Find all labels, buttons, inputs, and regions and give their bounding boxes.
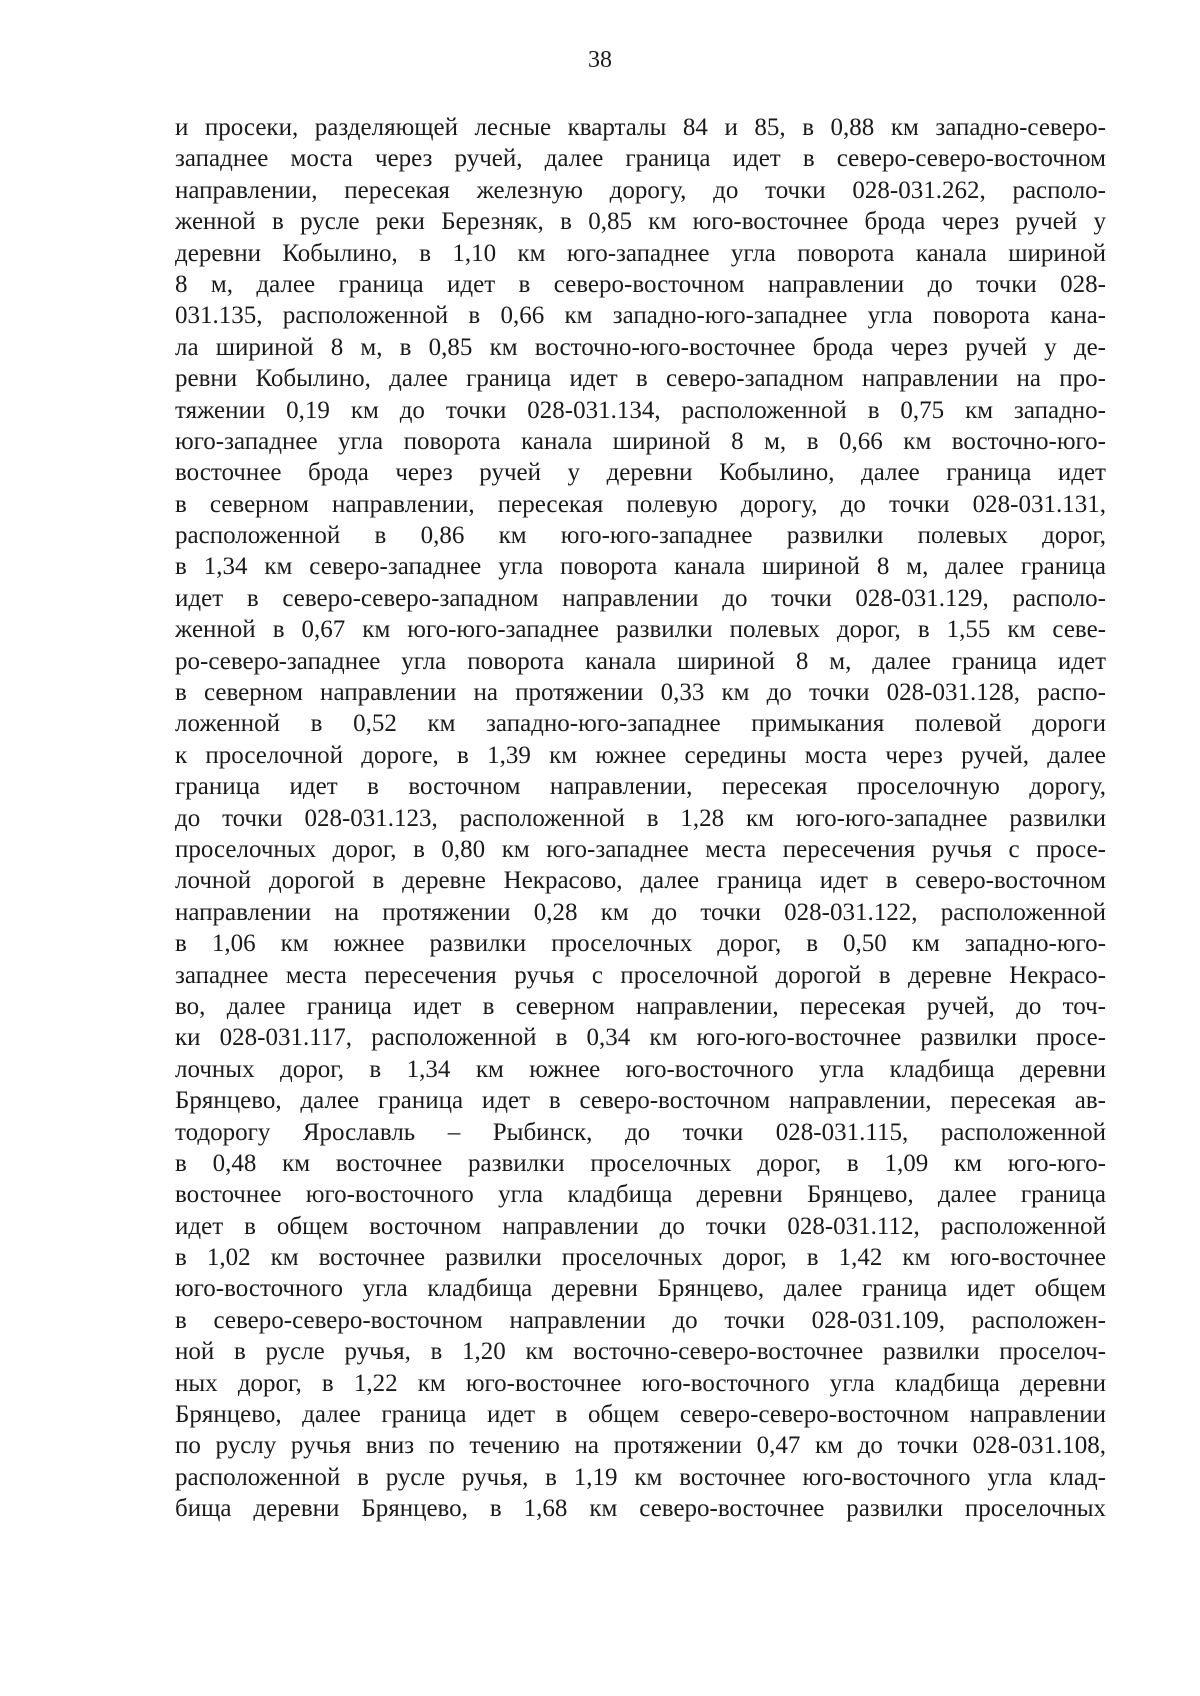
text-line: ревни Кобылино, далее граница идет в северо-западном направлении на про- [175, 365, 1106, 393]
page-number: 38 [588, 47, 612, 73]
text-line: западнее места пересечения ручья с проселочной дорогой в деревне Некрасо- [175, 961, 1106, 989]
text-line: восточнее брода через ручей у деревни Кобылино, далее граница идет [175, 459, 1106, 487]
text-line: до точки 028-031.123, расположенной в 1,28 км юго-юго-западнее развилки [175, 804, 1106, 832]
text-line: ки 028-031.117, расположенной в 0,34 км юго-юго-восточнее развилки просе- [175, 1024, 1106, 1052]
text-line: тяжении 0,19 км до точки 028-031.134, расположенной в 0,75 км западно- [175, 396, 1106, 424]
text-line: в 1,34 км северо-западнее угла поворота канала шириной 8 м, далее граница [175, 553, 1106, 581]
text-line: в 0,48 км восточнее развилки проселочных дорог, в 1,09 км юго-юго- [175, 1149, 1106, 1177]
text-line: юго-западнее угла поворота канала шириной 8 м, в 0,66 км восточно-юго- [175, 427, 1106, 455]
text-line: 8 м, далее граница идет в северо-восточном направлении до точки 028- [175, 270, 1106, 298]
text-line: идет в общем восточном направлении до точки 028-031.112, расположенной [175, 1212, 1106, 1240]
text-line: в 1,06 км южнее развилки проселочных дорог, в 0,50 км западно-юго- [175, 930, 1106, 958]
text-line: лочной дорогой в деревне Некрасово, далее граница идет в северо-восточном [175, 867, 1106, 895]
text-line: в северном направлении, пересекая полевую дорогу, до точки 028-031.131, [175, 490, 1106, 518]
text-line: ной в русле ручья, в 1,20 км восточно-северо-восточнее развилки проселоч- [175, 1338, 1106, 1366]
text-line: проселочных дорог, в 0,80 км юго-западнее места пересечения ручья с просе- [175, 835, 1106, 863]
text-line: женной в русле реки Березняк, в 0,85 км юго-восточнее брода через ручей у [175, 208, 1106, 236]
text-line: направлении на протяжении 0,28 км до точки 028-031.122, расположенной [175, 898, 1106, 926]
text-line: бища деревни Брянцево, в 1,68 км северо-восточнее развилки проселочных [175, 1495, 1106, 1523]
text-line: расположенной в 0,86 км юго-юго-западнее развилки полевых дорог, [175, 522, 1106, 550]
text-line: западнее моста через ручей, далее граница идет в северо-северо-восточном [175, 145, 1106, 173]
text-line: расположенной в русле ручья, в 1,19 км восточнее юго-восточного угла клад- [175, 1463, 1106, 1491]
text-line: женной в 0,67 км юго-юго-западнее развилки полевых дорог, в 1,55 км севе- [175, 616, 1106, 644]
text-line: ро-северо-западнее угла поворота канала шириной 8 м, далее граница идет [175, 647, 1106, 675]
text-line: во, далее граница идет в северном направлении, пересекая ручей, до точ- [175, 992, 1106, 1020]
text-line: ложенной в 0,52 км западно-юго-западнее примыкания полевой дороги [175, 710, 1106, 738]
text-line: юго-восточного угла кладбища деревни Брянцево, далее граница идет общем [175, 1275, 1106, 1303]
text-line: ла шириной 8 м, в 0,85 км восточно-юго-восточнее брода через ручей у де- [175, 333, 1106, 361]
text-line: восточнее юго-восточного угла кладбища деревни Брянцево, далее граница [175, 1181, 1106, 1209]
text-line: и просеки, разделяющей лесные кварталы 84 и 85, в 0,88 км западно-северо- [175, 114, 1106, 141]
text-line: направлении, пересекая железную дорогу, до точки 028-031.262, располо- [175, 176, 1106, 204]
text-line: тодорогу Ярославль – Рыбинск, до точки 028-031.115, расположенной [175, 1118, 1106, 1146]
text-line: граница идет в восточном направлении, пересекая проселочную дорогу, [175, 773, 1106, 801]
body-text [175, 112, 1106, 1525]
text-line: идет в северо-северо-западном направлении до точки 028-031.129, располо- [175, 584, 1106, 612]
text-line: ных дорог, в 1,22 км юго-восточнее юго-восточного угла кладбища деревни [175, 1369, 1106, 1397]
text-line: 031.135, расположенной в 0,66 км западно-юго-западнее угла поворота кана- [175, 302, 1106, 330]
text-line: к проселочной дороге, в 1,39 км южнее середины моста через ручей, далее [175, 741, 1106, 769]
text-line: в 1,02 км восточнее развилки проселочных дорог, в 1,42 км юго-восточнее [175, 1244, 1106, 1272]
text-line: Брянцево, далее граница идет в общем северо-северо-восточном направлении [175, 1401, 1106, 1429]
text-line: Брянцево, далее граница идет в северо-восточном направлении, пересекая ав- [175, 1087, 1106, 1115]
text-line: по руслу ручья вниз по течению на протяжении 0,47 км до точки 028-031.108, [175, 1432, 1106, 1460]
text-line: в северном направлении на протяжении 0,33 км до точки 028-031.128, распо- [175, 679, 1106, 707]
text-line: в северо-северо-восточном направлении до точки 028-031.109, расположен- [175, 1306, 1106, 1334]
text-line: деревни Кобылино, в 1,10 км юго-западнее угла поворота канала шириной [175, 239, 1106, 267]
text-line: лочных дорог, в 1,34 км южнее юго-восточного угла кладбища деревни [175, 1055, 1106, 1083]
